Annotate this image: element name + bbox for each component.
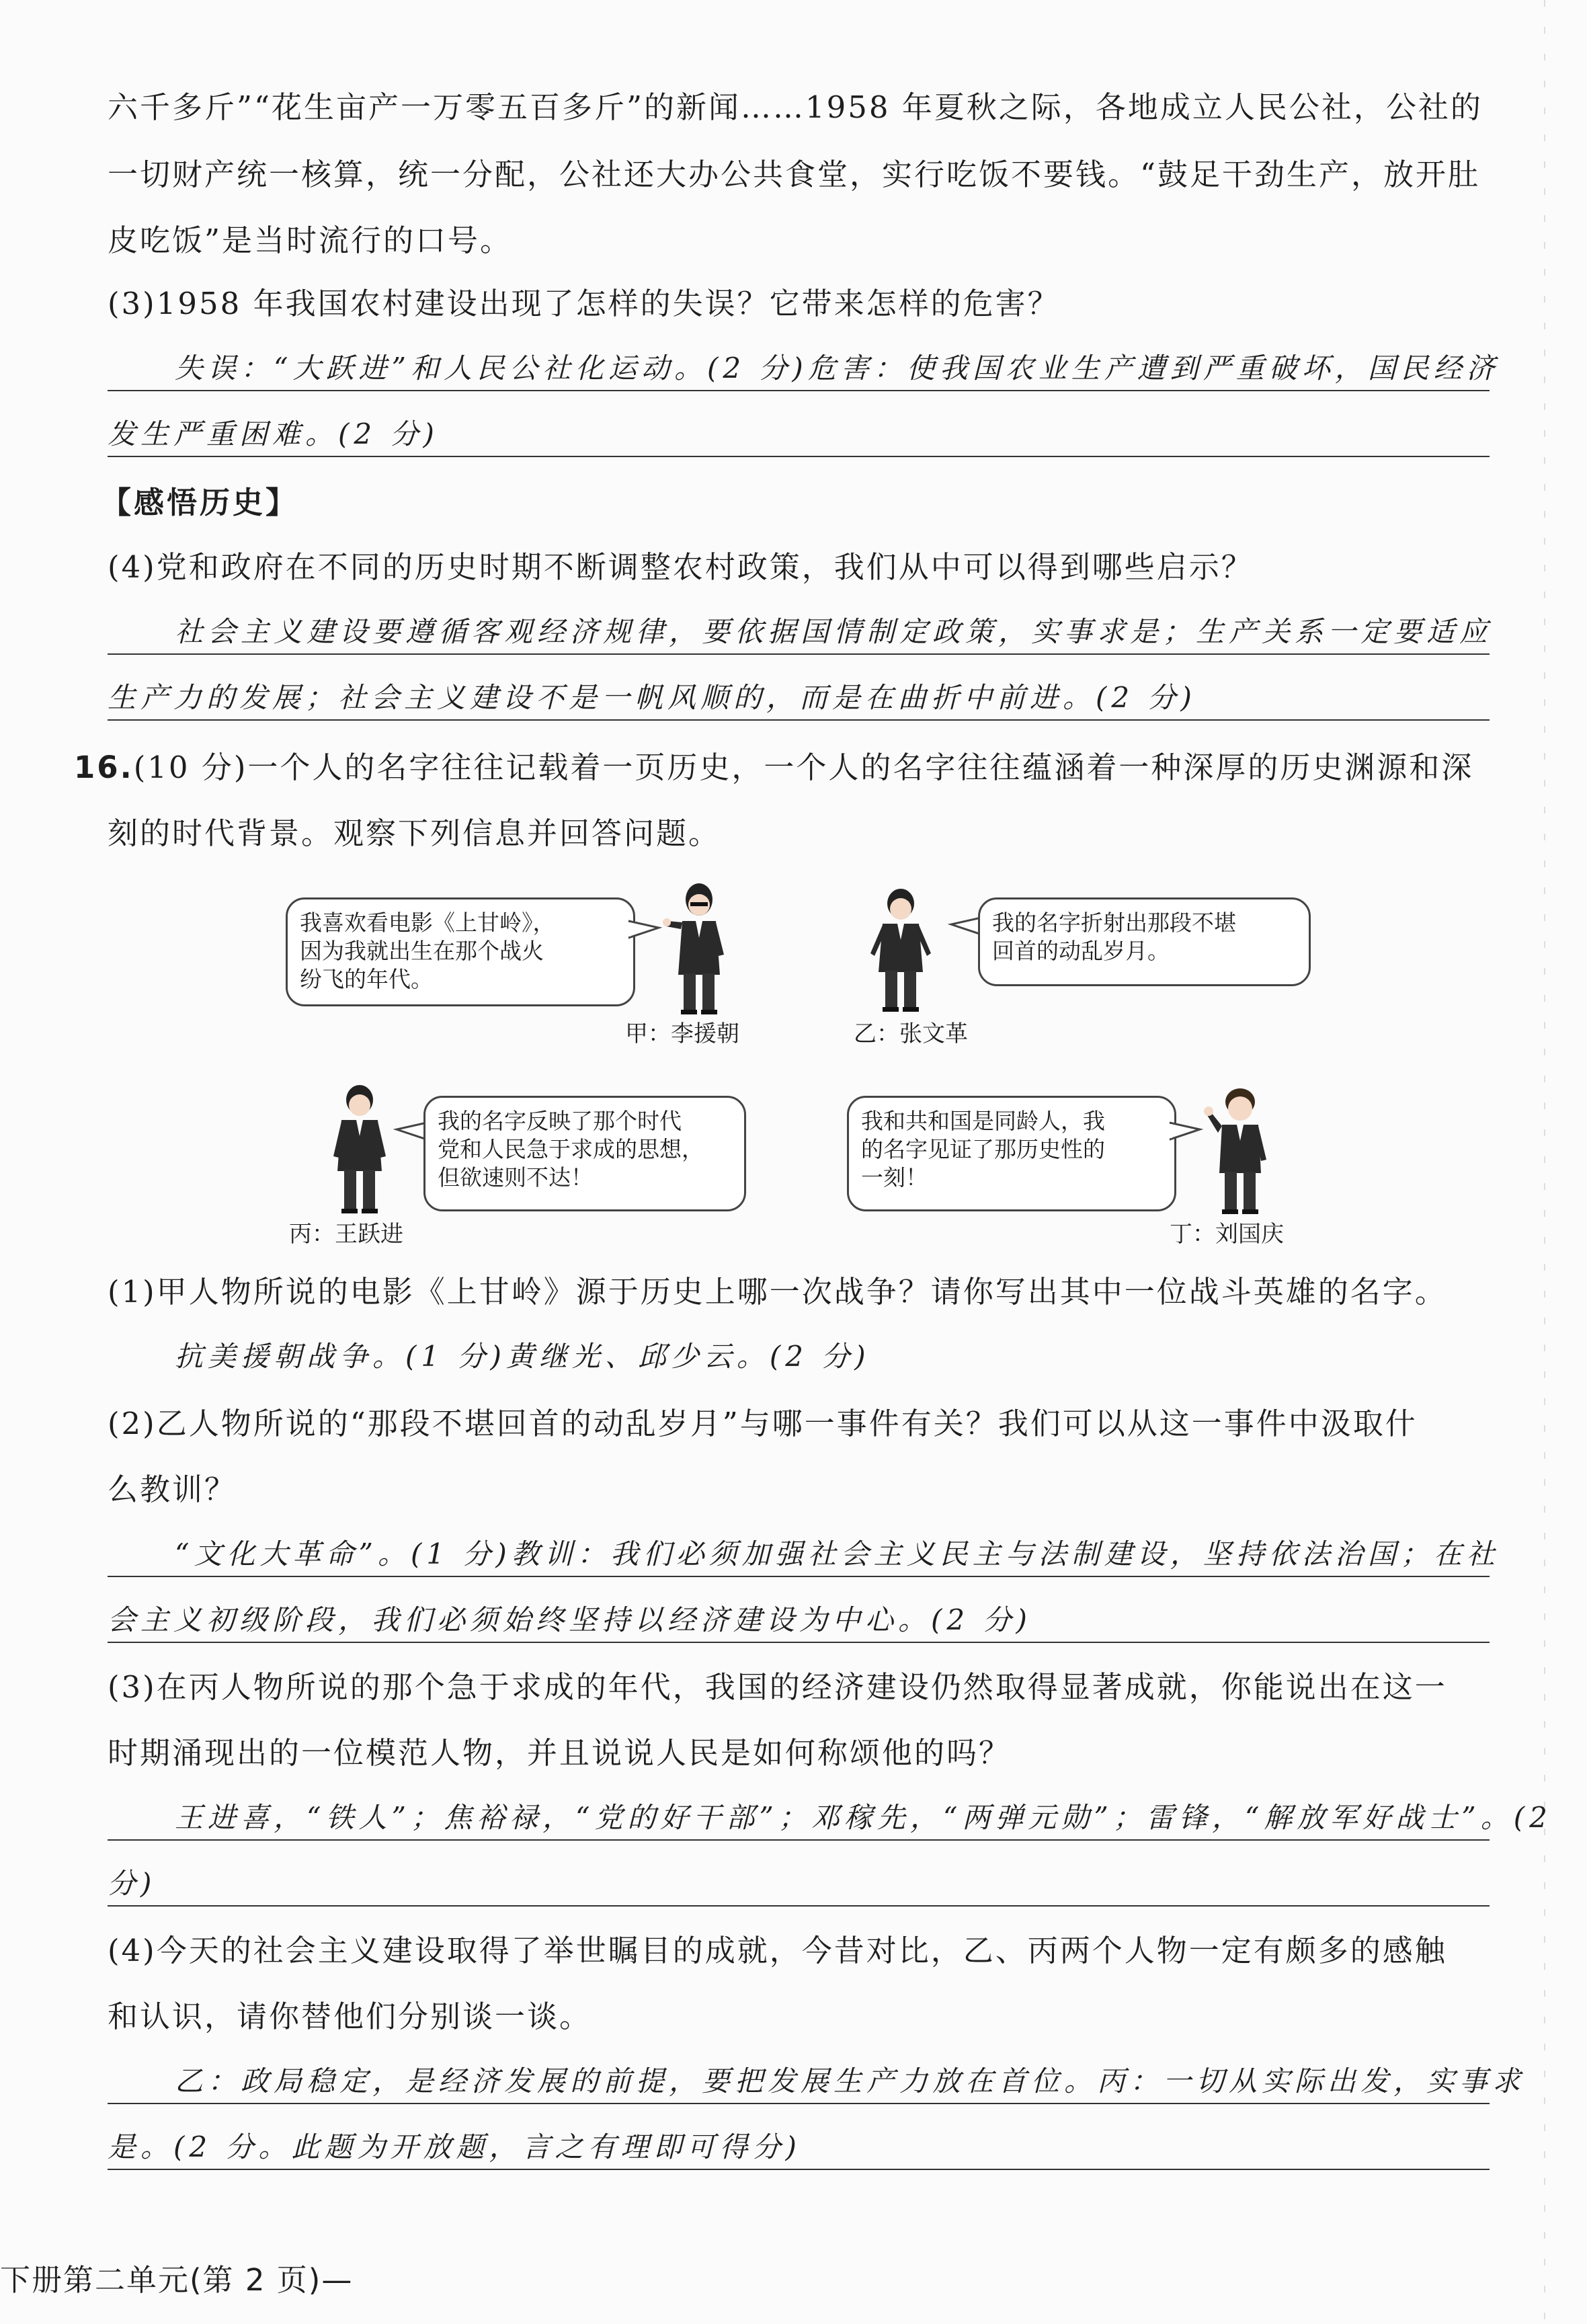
q15-4-question: (4)党和政府在不同的历史时期不断调整农村政策，我们从中可以得到哪些启示？ [108, 549, 1254, 585]
bubble-jia-line-2: 因为我就出生在那个战火 [300, 938, 544, 964]
q16-1-question: (1)甲人物所说的电影《上甘岭》源于历史上哪一次战争？请你写出其中一位战斗英雄的名字。 [108, 1274, 1447, 1310]
q16-2-answer-line-2: 会主义初级阶段，我们必须始终坚持以经济建设为中心。(2 分) [108, 1600, 1490, 1643]
intro-line-1: 六千多斤”“花生亩产一万零五百多斤”的新闻……1958 年夏秋之际，各地成立人民公社，公社的 [108, 89, 1483, 125]
q15-3-answer-line-2: 发生严重困难。(2 分) [108, 414, 1490, 457]
q15-3-answer-line-1: 失误：“大跃进”和人民公社化运动。(2 分)危害：使我国农业生产遭到严重破坏，国民经济 [108, 348, 1490, 391]
q16-stem-line-2: 刻的时代背景。观察下列信息并回答问题。 [108, 815, 721, 851]
caption-bing: 丙：王跃进 [289, 1221, 403, 1248]
bubble-bing-line-1: 我的名字反映了那个时代 [438, 1108, 682, 1134]
q16-stem-line-1 [74, 746, 1490, 789]
bubble-bing-tail [393, 1119, 427, 1146]
q15-3-question: (3)1958 年我国农村建设出现了怎样的失误？它带来怎样的危害？ [108, 286, 1060, 321]
q16-number: 16. [74, 750, 134, 785]
bubble-ding-line-2: 的名字见证了那历史性的 [861, 1136, 1105, 1162]
q16-3-question-line-2: 时期涌现出的一位模范人物，并且说说人民是如何称颂他的吗？ [108, 1735, 1012, 1771]
q16-3-answer-line-2: 分) [108, 1864, 1490, 1907]
q16-4-question-line-1: (4)今天的社会主义建设取得了举世瞩目的成就，今昔对比，乙、丙两个人物一定有颇多的感触 [108, 1933, 1447, 1968]
q16-4-question-line-2: 和认识，请你替他们分别谈一谈。 [108, 1999, 592, 2034]
intro-line-3: 皮吃饭”是当时流行的口号。 [108, 223, 513, 258]
person-ding-figure [1203, 1086, 1277, 1217]
bubble-ding [847, 1096, 1176, 1211]
bubble-ding-tail [1170, 1119, 1203, 1146]
bubble-bing-line-3: 但欲速则不达！ [438, 1164, 593, 1191]
section-title-ganwu-lishi: 【感悟历史】 [101, 485, 299, 520]
bubble-jia-line-3: 纷飞的年代。 [300, 966, 433, 992]
q16-3-question-line-1: (3)在丙人物所说的那个急于求成的年代，我国的经济建设仍然取得显著成就，你能说出在这一 [108, 1669, 1447, 1705]
intro-line-2: 一切财产统一核算，统一分配，公社还大办公共食堂，实行吃饭不要钱。“鼓足干劲生产，放开肚 [108, 157, 1481, 192]
bubble-yi [978, 897, 1311, 986]
q16-3-answer-line-1: 王进喜，“铁人”；焦裕禄，“党的好干部”；邓稼先，“两弹元勋”；雷锋，“解放军好战士”。(2 [108, 1798, 1490, 1841]
bubble-yi-line-1: 我的名字折射出那段不堪 [992, 910, 1236, 936]
page-footer: 下册第二单元(第 2 页)— [0, 2262, 354, 2298]
q15-4-answer-line-2: 生产力的发展；社会主义建设不是一帆风顺的，而是在曲折中前进。(2 分) [108, 678, 1490, 721]
page-edge-rule [1543, 0, 1547, 2321]
person-bing-figure [323, 1082, 397, 1217]
person-jia-figure [662, 881, 736, 1015]
bubble-ding-line-1: 我和共和国是同龄人，我 [861, 1108, 1105, 1134]
caption-ding: 丁：刘国庆 [1170, 1221, 1284, 1248]
person-yi-figure [864, 886, 938, 1014]
q16-4-answer-line-2: 是。(2 分。此题为开放题，言之有理即可得分) [108, 2127, 1490, 2170]
bubble-jia [286, 897, 635, 1006]
q16-2-question-line-2: 么教训？ [108, 1472, 237, 1507]
bubble-yi-tail [948, 914, 981, 941]
q16-1-answer-line-1: 抗美援朝战争。(1 分)黄继光、邱少云。(2 分) [175, 1340, 870, 1373]
bubble-jia-tail [628, 918, 662, 945]
bubble-jia-line-1: 我喜欢看电影《上甘岭》， [300, 910, 555, 936]
caption-jia: 甲：李援朝 [625, 1020, 739, 1047]
q16-stem-text-1: (10 分)一个人的名字往往记载着一页历史，一个人的名字往往蕴涵着一种深厚的历史渊源和深 [133, 750, 1474, 785]
caption-yi: 乙：张文革 [854, 1020, 968, 1047]
q15-4-answer-line-1: 社会主义建设要遵循客观经济规律，要依据国情制定政策，实事求是；生产关系一定要适应 [108, 612, 1490, 655]
q16-2-answer-line-1: “文化大革命”。(1 分)教训：我们必须加强社会主义民主与法制建设，坚持依法治国；在社 [108, 1534, 1490, 1577]
bubble-yi-line-2: 回首的动乱岁月。 [992, 938, 1170, 964]
q16-4-answer-line-1: 乙：政局稳定，是经济发展的前提，要把发展生产力放在首位。丙：一切从实际出发，实事求 [108, 2061, 1490, 2104]
bubble-bing-line-2: 党和人民急于求成的思想， [438, 1136, 704, 1162]
q16-2-question-line-1: (2)乙人物所说的“那段不堪回首的动乱岁月”与哪一事件有关？我们可以从这一事件中汲取什 [108, 1406, 1418, 1441]
bubble-ding-line-3: 一刻！ [861, 1164, 928, 1191]
bubble-bing [423, 1096, 746, 1211]
